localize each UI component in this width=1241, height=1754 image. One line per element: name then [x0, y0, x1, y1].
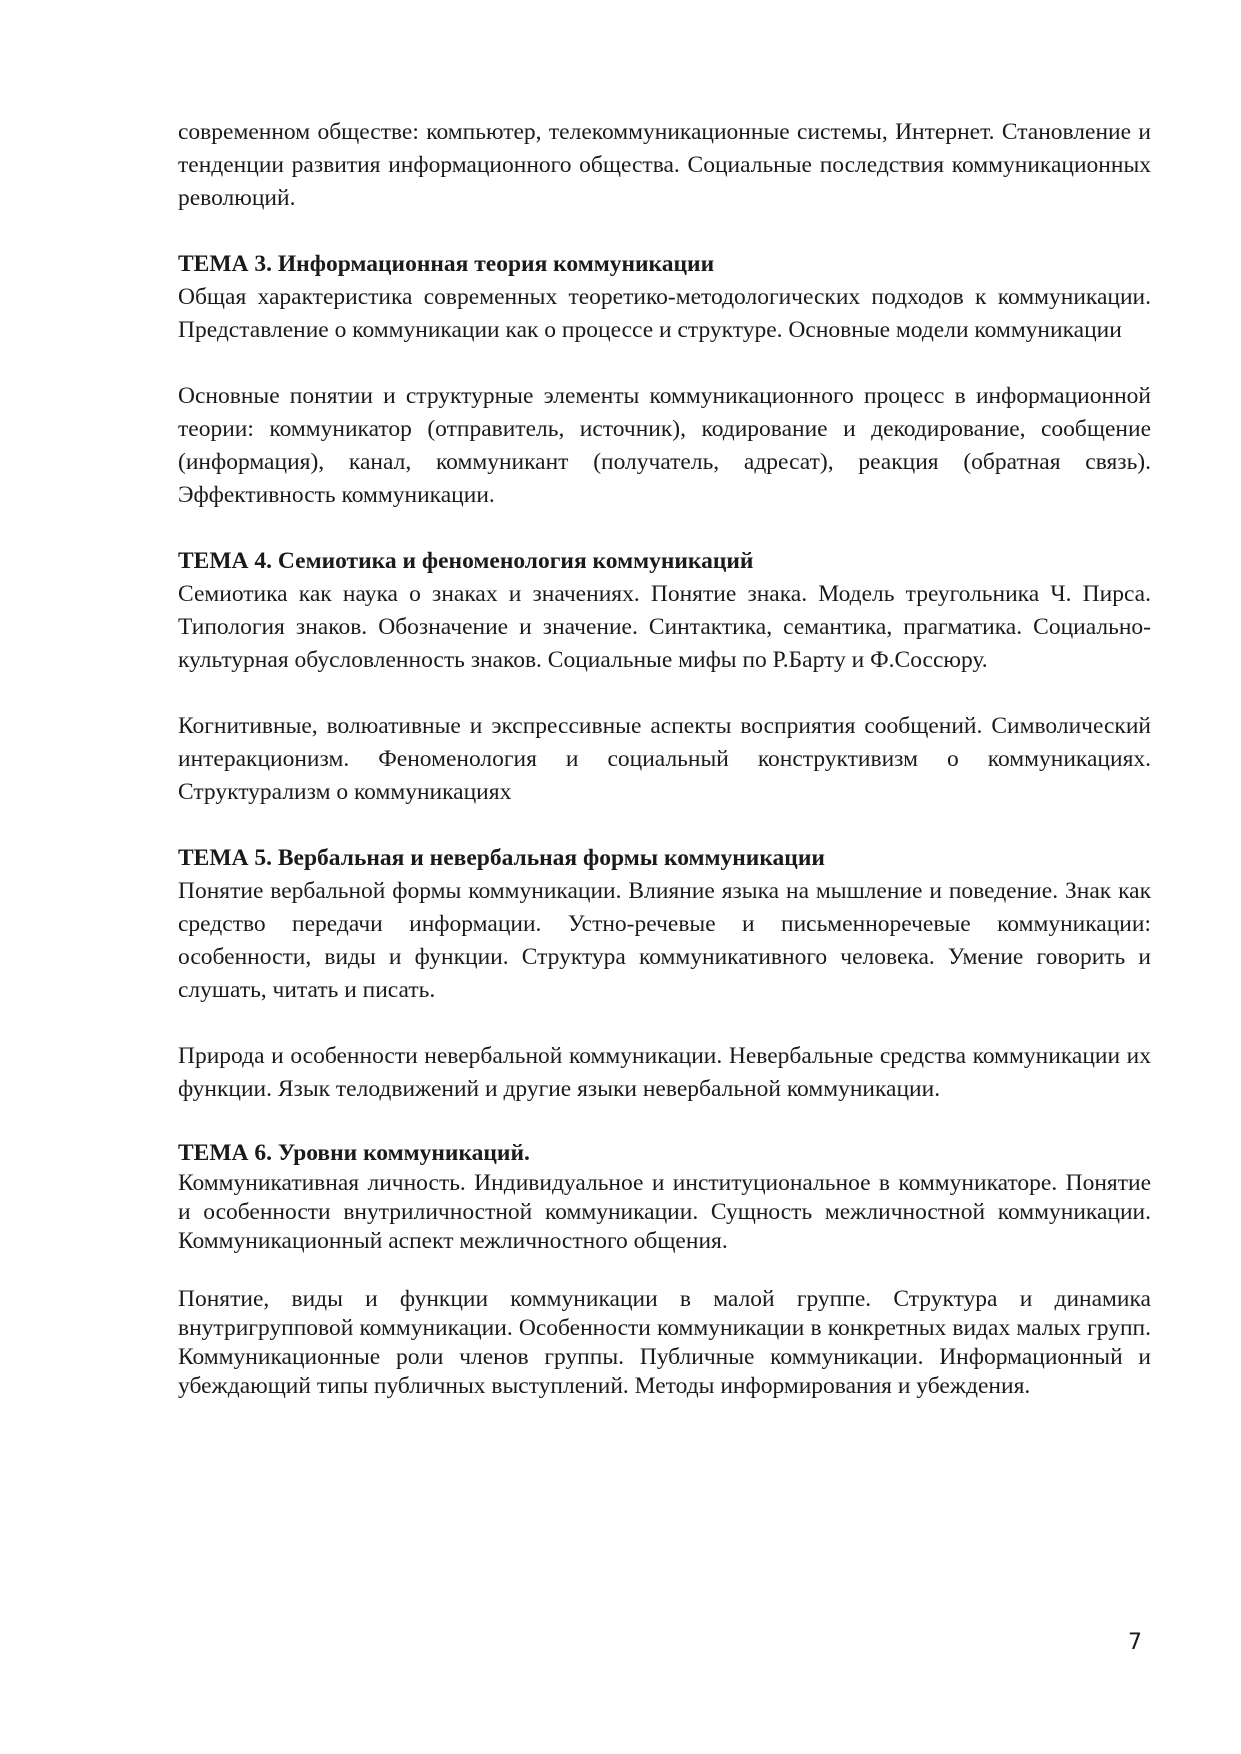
topic-4-paragraph-1: Семиотика как наука о знаках и значениях. Понятие знака. Модель треугольника Ч. Пирса. Типология знаков. Обозначение и значение. Синтактика, семантика, прагматика. Социально-культурная обусловленность знаков. Социальные мифы по Р.Барту и Ф.Соссюру.	[178, 581, 1151, 673]
topic-5-paragraph-1: Понятие вербальной формы коммуникации. Влияние языка на мышление и поведение. Знак как средство передачи информации. Устно-речевые и письменноречевые коммуникации: особенности, виды и функции. Структура коммуникативного человека. Умение говорить и слушать, читать и писать.	[178, 878, 1151, 1003]
page-number: 7	[1128, 1630, 1142, 1655]
topic-3-paragraph-1: Общая характеристика современных теоретико-методологических подходов к коммуникации. Представление о коммуникации как о процессе и структуре. Основные модели коммуникации	[178, 284, 1151, 343]
topic-3-heading: ТЕМА 3. Информационная теория коммуникации	[178, 251, 715, 277]
topic-4-paragraph-2: Когнитивные, волюативные и экспрессивные аспекты восприятия сообщений. Символический интеракционизм. Феноменология и социальный конструктивизм о коммуникациях. Структурализм о коммуникациях	[178, 713, 1151, 805]
intro-paragraph: современном обществе: компьютер, телекоммуникационные системы, Интернет. Становление и тенденции развития информационного общества. Социальные последствия коммуникационных революций.	[178, 119, 1151, 211]
topic-5-paragraph-2: Природа и особенности невербальной коммуникации. Невербальные средства коммуникации их функции. Язык телодвижений и другие языки невербальной коммуникации.	[178, 1043, 1151, 1102]
topic-3-paragraph-2: Основные понятии и структурные элементы коммуникационного процесс в информационной теории: коммуникатор (отправитель, источник), кодирование и декодирование, сообщение (информация), канал, коммуникант (получатель, адресат), реакция (обратная связь). Эффективность коммуникации.	[178, 383, 1151, 508]
page-content	[178, 116, 1151, 1401]
topic-6-heading: ТЕМА 6. Уровни коммуникаций.	[178, 1140, 530, 1166]
topic-6-paragraph-2: Понятие, виды и функции коммуникации в малой группе. Структура и динамика внутригрупповой коммуникации. Особенности коммуникации в конкретных видах малых групп. Коммуникационные роли членов группы. Публичные коммуникации. Информационный и убеждающий типы публичных выступлений. Методы информирования и убеждения.	[178, 1286, 1151, 1399]
topic-6-paragraph-1: Коммуникативная личность. Индивидуальное и институциональное в коммуникаторе. Понятие и особенности внутриличностной коммуникации. Сущность межличностной коммуникации. Коммуникационный аспект межличностного общения.	[178, 1170, 1151, 1254]
topic-5-heading: ТЕМА 5. Вербальная и невербальная формы коммуникации	[178, 845, 825, 871]
topic-4-heading: ТЕМА 4. Семиотика и феноменология коммуникаций	[178, 548, 754, 574]
